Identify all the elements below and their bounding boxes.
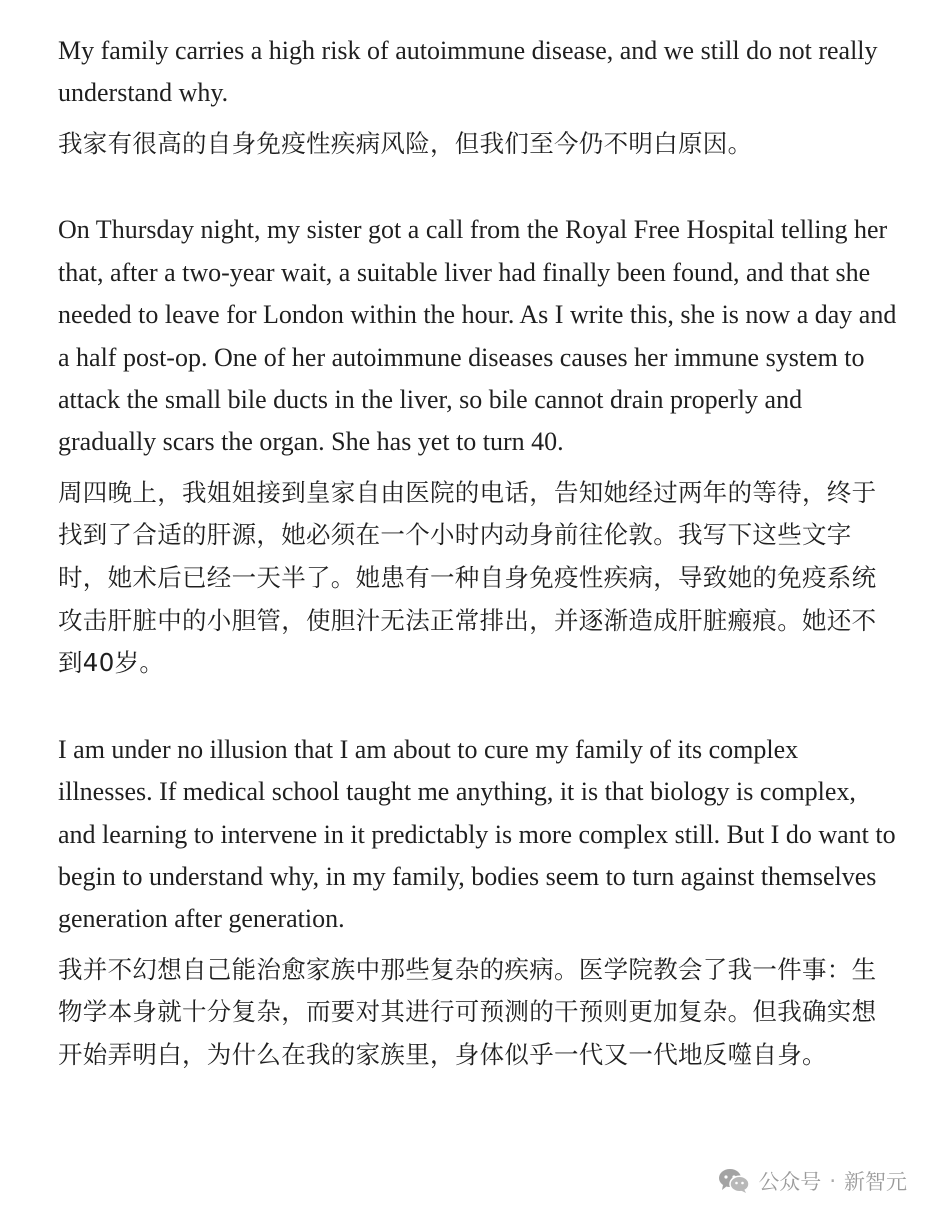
article-body bbox=[58, 30, 898, 1077]
paragraph-chinese: 周四晚上，我姐姐接到皇家自由医院的电话，告知她经过两年的等待，终于找到了合适的肝源，她必须在一个小时内动身前往伦敦。我写下这些文字时，她术后已经一天半了。她患有一种自身免疫性疾病，导致她的免疫系统攻击肝脏中的小胆管，使胆汁无法正常排出，并逐渐造成肝脏瘢痕。她还不到40岁。 bbox=[58, 477, 877, 678]
watermark-source-label: 公众号 bbox=[758, 1170, 822, 1194]
paragraph-english: I am under no illusion that I am about to cure my family of its complex illnesses. If medical school taught me anything, it is that biology is complex, and learning to intervene in it predictably is more complex still. But I do want to begin to understand why, in my family, bodies seem to turn against themselves generation after generation. bbox=[58, 734, 896, 934]
paragraph-chinese: 我家有很高的自身免疫性疾病风险，但我们至今仍不明白原因。 bbox=[58, 128, 753, 158]
paragraph-chinese: 我并不幻想自己能治愈家族中那些复杂的疾病。医学院教会了我一件事：生物学本身就十分复杂，而要对其进行可预测的干预则更加复杂。但我确实想开始弄明白，为什么在我的家族里，身体似乎一代又一代地反噬自身。 bbox=[58, 954, 877, 1070]
paragraph-english: On Thursday night, my sister got a call from the Royal Free Hospital telling her that, after a two-year wait, a suitable liver had finally been found, and that she needed to leave for London within the hour. As I write this, she is now a day and a half post-op. One of her autoimmune diseases causes her immune system to attack the small bile ducts in the liver, so bile cannot drain properly and gradually scars the organ. She has yet to turn 40. bbox=[58, 215, 897, 457]
watermark-separator: · bbox=[829, 1169, 836, 1193]
source-watermark bbox=[718, 1166, 907, 1196]
wechat-icon bbox=[718, 1168, 750, 1194]
watermark-account-name: 新智元 bbox=[844, 1170, 907, 1194]
paragraph-english: My family carries a high risk of autoimmune disease, and we still do not really understand why. bbox=[58, 36, 878, 108]
